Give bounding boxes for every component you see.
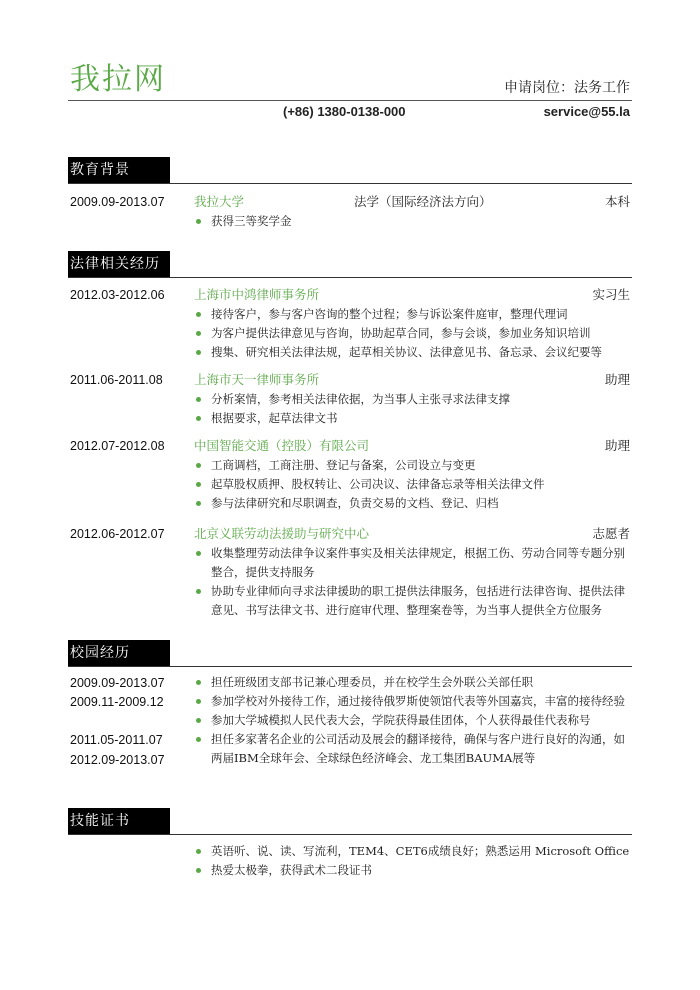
- list-item: 参加大学城模拟人民代表大会，学院获得最佳团体，个人获得最佳代表称号: [194, 711, 630, 730]
- contact-email: service@55.la: [543, 104, 630, 119]
- list-item: 担任班级团支部书记兼心理委员，并在校学生会外联公关部任职: [194, 673, 630, 692]
- list-item: 获得三等奖学金: [194, 212, 630, 231]
- entry-date: 2012.07-2012.08: [70, 439, 165, 453]
- section-title: 教育背景: [68, 157, 170, 183]
- entry-degree: 本科: [604, 194, 630, 209]
- list-item: 参与法律研究和尽职调查，负责交易的文档、登记、归档: [194, 494, 630, 513]
- contact-phone: (+86) 1380-0138-000: [283, 104, 406, 119]
- position-label: 申请岗位：: [504, 80, 574, 96]
- list-item: 工商调档，工商注册、登记与备案，公司设立与变更: [194, 456, 630, 475]
- entry-role: 助理: [604, 372, 630, 387]
- entry-bullets: [194, 390, 630, 428]
- entry-date: 2011.05-2011.07: [70, 733, 163, 747]
- entry-date: 2012.09-2013.07: [70, 753, 165, 767]
- section-skills-header: [68, 808, 632, 835]
- section-education-header: [68, 157, 632, 184]
- entry-bullets: [194, 212, 630, 231]
- entry-major: 法学（国际经济法方向）: [354, 194, 492, 209]
- section-campus-header: [68, 640, 632, 667]
- entry-date: 2009.09-2013.07: [70, 195, 165, 209]
- list-item: 收集整理劳动法律争议案件事实及相关法律规定，根据工伤、劳动合同等专题分别整合，提供支持服务: [194, 544, 630, 582]
- list-item: 根据要求，起草法律文书: [194, 409, 630, 428]
- resume-name: 我拉网: [70, 62, 166, 97]
- list-item: 搜集、研究相关法律法规，起草相关协议、法律意见书、备忘录、会议纪要等: [194, 343, 630, 362]
- skills-bullets: [194, 842, 630, 880]
- entry-org: 上海市天一律师事务所: [194, 372, 320, 387]
- entry-org: 北京义联劳动法援助与研究中心: [194, 526, 370, 541]
- list-item: 起草股权质押、股权转让、公司决议、法律备忘录等相关法律文件: [194, 475, 630, 494]
- entry-org: 中国智能交通（控股）有限公司: [194, 438, 370, 453]
- list-item: 分析案情，参考相关法律依据，为当事人主张寻求法律支撑: [194, 390, 630, 409]
- entry-date: 2012.03-2012.06: [70, 288, 165, 302]
- list-item: 英语听、说、读、写流利，TEM4、CET6成绩良好；熟悉运用 Microsoft Office: [194, 842, 630, 861]
- list-item: 协助专业律师向寻求法律援助的职工提供法律服务，包括进行法律咨询、提供法律意见、书写法律文书、进行庭审代理、整理案卷等，为当事人提供全方位服务: [194, 582, 630, 620]
- entry-role: 实习生: [592, 287, 630, 302]
- section-title: 校园经历: [68, 640, 170, 666]
- entry-date: 2011.06-2011.08: [70, 373, 163, 387]
- applied-position: [504, 78, 630, 98]
- entry-bullets: [194, 305, 630, 362]
- entry-school: 我拉大学: [194, 194, 245, 209]
- entry-date: 2009.09-2013.07: [70, 676, 165, 690]
- list-item: 热爱太极拳，获得武术二段证书: [194, 861, 630, 880]
- entry-date: 2012.06-2012.07: [70, 527, 165, 541]
- position-value: 法务工作: [574, 80, 630, 96]
- entry-date: 2009.11-2009.12: [70, 695, 164, 709]
- section-title: 技能证书: [68, 808, 170, 834]
- section-legal-experience-header: [68, 251, 632, 278]
- list-item: 接待客户，参与客户咨询的整个过程；参与诉讼案件庭审，整理代理词: [194, 305, 630, 324]
- entry-org: 上海市中鸿律师事务所: [194, 287, 320, 302]
- entry-bullets: [194, 544, 630, 620]
- list-item: 担任多家著名企业的公司活动及展会的翻译接待，确保与客户进行良好的沟通，如两届IBM全球年会、全球绿色经济峰会、龙工集团BAUMA展等: [194, 730, 630, 768]
- entry-bullets: [194, 456, 630, 513]
- list-item: 参加学校对外接待工作，通过接待俄罗斯使领馆代表等外国嘉宾，丰富的接待经验: [194, 692, 630, 711]
- section-title: 法律相关经历: [68, 251, 170, 277]
- entry-role: 志愿者: [592, 526, 630, 541]
- header-divider: [68, 100, 632, 101]
- campus-bullets: [194, 673, 630, 768]
- list-item: 为客户提供法律意见与咨询，协助起草合同，参与会谈，参加业务知识培训: [194, 324, 630, 343]
- entry-role: 助理: [604, 438, 630, 453]
